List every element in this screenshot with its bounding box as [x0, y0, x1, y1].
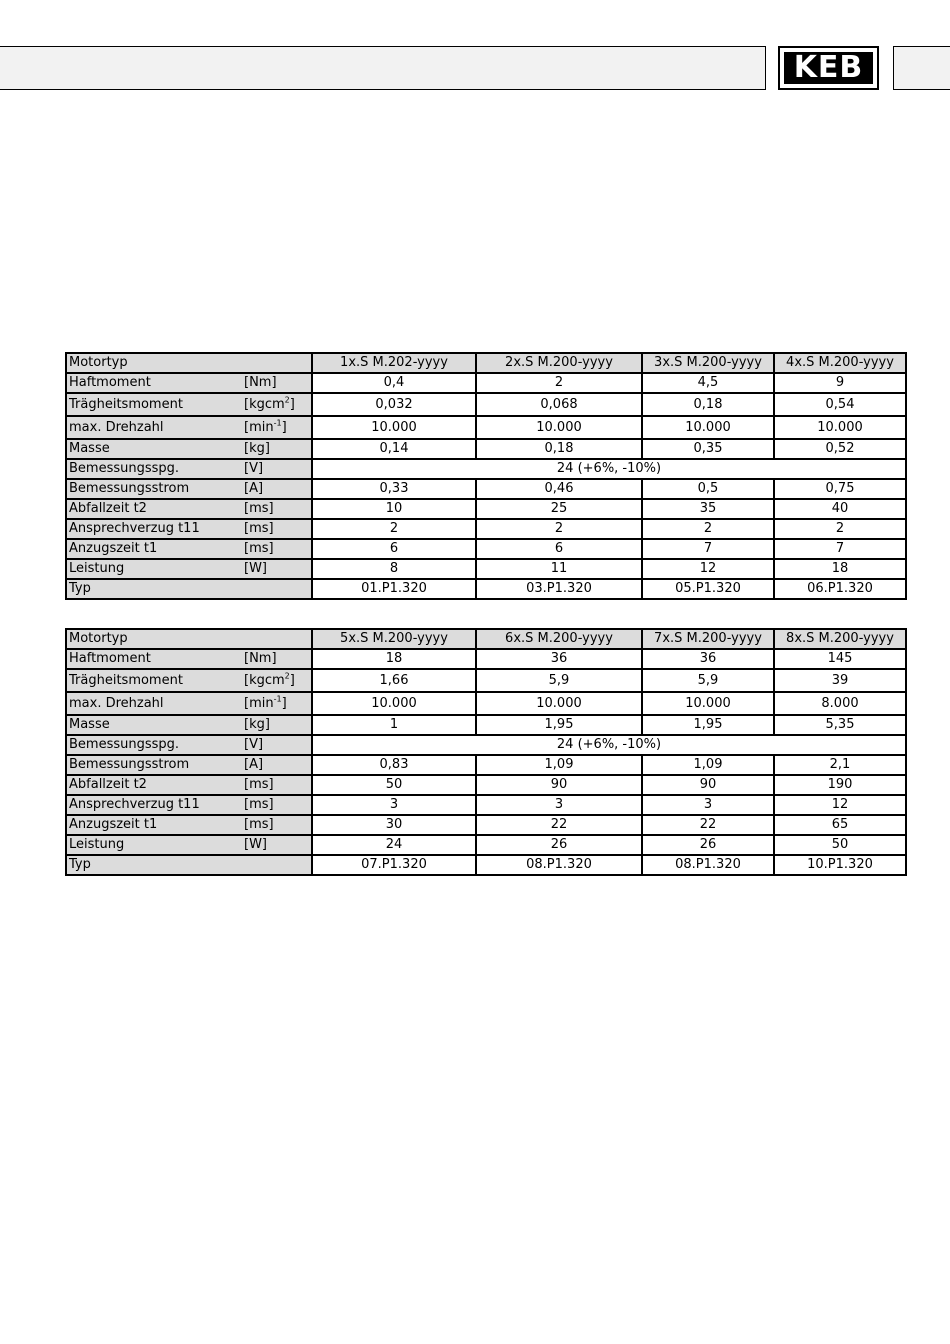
unit-superscript: 2: [284, 671, 290, 681]
table-row: [66, 559, 906, 579]
row-unit: [ms]: [242, 539, 312, 559]
table-cell: 06.P1.320: [774, 579, 906, 599]
row-unit: [242, 629, 312, 649]
row-unit: [242, 692, 312, 715]
column-header: 2x.S M.200-yyyy: [476, 353, 642, 373]
table-cell: 39: [774, 669, 906, 692]
table-cell: 36: [476, 649, 642, 669]
row-unit: [kg]: [242, 715, 312, 735]
unit-text: [min: [244, 696, 274, 711]
table-cell: 7: [642, 539, 774, 559]
column-header: 5x.S M.200-yyyy: [312, 629, 476, 649]
table-cell: 0,5: [642, 479, 774, 499]
unit-superscript: -1: [273, 418, 282, 428]
table-cell: 35: [642, 499, 774, 519]
table-row: [66, 669, 906, 692]
table-cell: 40: [774, 499, 906, 519]
table-row: [66, 416, 906, 439]
table-cell: 4,5: [642, 373, 774, 393]
row-value-span: 24 (+6%, -10%): [312, 735, 906, 755]
unit-superscript: -1: [273, 694, 282, 704]
row-unit: [242, 393, 312, 416]
table-cell: 1,66: [312, 669, 476, 692]
unit-bracket: ]: [289, 397, 295, 412]
table-cell: 22: [642, 815, 774, 835]
row-label: Leistung: [66, 835, 242, 855]
unit-bracket: ]: [281, 696, 287, 711]
row-label: max. Drehzahl: [66, 692, 242, 715]
table-cell: 22: [476, 815, 642, 835]
table-cell: 08.P1.320: [476, 855, 642, 875]
table-cell: 2: [774, 519, 906, 539]
table-cell: 05.P1.320: [642, 579, 774, 599]
table-cell: 7: [774, 539, 906, 559]
table-cell: 10.000: [476, 416, 642, 439]
table-cell: 2,1: [774, 755, 906, 775]
row-label: Typ: [66, 855, 242, 875]
table-cell: 2: [476, 519, 642, 539]
table-cell: 10.P1.320: [774, 855, 906, 875]
table-cell: 190: [774, 775, 906, 795]
row-unit: [ms]: [242, 815, 312, 835]
unit-text: [kgcm: [244, 673, 285, 688]
row-unit: [242, 669, 312, 692]
table-cell: 0,068: [476, 393, 642, 416]
table-cell: 0,4: [312, 373, 476, 393]
row-label: Abfallzeit t2: [66, 499, 242, 519]
table-row: [66, 795, 906, 815]
row-label: Bemessungsspg.: [66, 735, 242, 755]
table-cell: 11: [476, 559, 642, 579]
table-row: [66, 539, 906, 559]
row-label: Motortyp: [66, 629, 242, 649]
motor-spec-table-2: [65, 628, 907, 876]
table-cell: 26: [642, 835, 774, 855]
table-row: [66, 519, 906, 539]
table-row: [66, 499, 906, 519]
row-unit: [Nm]: [242, 373, 312, 393]
keb-logo: [778, 46, 879, 90]
table-cell: 50: [312, 775, 476, 795]
row-unit: [A]: [242, 755, 312, 775]
row-unit: [ms]: [242, 775, 312, 795]
table-cell: 65: [774, 815, 906, 835]
table-row: [66, 692, 906, 715]
unit-bracket: ]: [281, 420, 287, 435]
row-unit: [V]: [242, 459, 312, 479]
row-unit: [ms]: [242, 795, 312, 815]
table-cell: 5,35: [774, 715, 906, 735]
table-cell: 0,18: [642, 393, 774, 416]
table-cell: 10.000: [476, 692, 642, 715]
table-cell: 12: [774, 795, 906, 815]
table-cell: 8: [312, 559, 476, 579]
row-unit: [A]: [242, 479, 312, 499]
row-label: Ansprechverzug t11: [66, 519, 242, 539]
header-page-tab: [893, 46, 950, 90]
table-cell: 5,9: [642, 669, 774, 692]
row-label: Haftmoment: [66, 649, 242, 669]
column-header: 3x.S M.200-yyyy: [642, 353, 774, 373]
row-unit: [242, 353, 312, 373]
table-cell: 24: [312, 835, 476, 855]
row-label: max. Drehzahl: [66, 416, 242, 439]
table-cell: 1,09: [476, 755, 642, 775]
column-header: 4x.S M.200-yyyy: [774, 353, 906, 373]
table-row: [66, 439, 906, 459]
table-cell: 0,032: [312, 393, 476, 416]
table-cell: 0,18: [476, 439, 642, 459]
table-cell: 10.000: [312, 416, 476, 439]
table-cell: 18: [312, 649, 476, 669]
row-unit: [W]: [242, 835, 312, 855]
header-bar: [0, 46, 766, 90]
table-cell: 1,95: [476, 715, 642, 735]
table-cell: 07.P1.320: [312, 855, 476, 875]
table-cell: 0,54: [774, 393, 906, 416]
table-row: [66, 629, 906, 649]
table-cell: 0,14: [312, 439, 476, 459]
column-header: 6x.S M.200-yyyy: [476, 629, 642, 649]
table-cell: 18: [774, 559, 906, 579]
column-header: 7x.S M.200-yyyy: [642, 629, 774, 649]
table-cell: 2: [312, 519, 476, 539]
row-unit: [242, 579, 312, 599]
row-unit: [ms]: [242, 519, 312, 539]
table-cell: 6: [476, 539, 642, 559]
table-cell: 0,35: [642, 439, 774, 459]
row-unit: [kg]: [242, 439, 312, 459]
table-cell: 1,09: [642, 755, 774, 775]
table-cell: 50: [774, 835, 906, 855]
unit-superscript: 2: [284, 395, 290, 405]
logo-text: KEB: [784, 52, 873, 84]
row-label: Bemessungsspg.: [66, 459, 242, 479]
table-cell: 5,9: [476, 669, 642, 692]
row-unit: [242, 416, 312, 439]
table-cell: 01.P1.320: [312, 579, 476, 599]
table-cell: 2: [642, 519, 774, 539]
table-cell: 8.000: [774, 692, 906, 715]
table-row: [66, 373, 906, 393]
table-cell: 90: [642, 775, 774, 795]
row-label: Motortyp: [66, 353, 242, 373]
row-label: Trägheitsmoment: [66, 669, 242, 692]
table-cell: 0,75: [774, 479, 906, 499]
row-label: Haftmoment: [66, 373, 242, 393]
table-cell: 36: [642, 649, 774, 669]
table-cell: 3: [642, 795, 774, 815]
row-label: Masse: [66, 439, 242, 459]
unit-bracket: ]: [289, 673, 295, 688]
row-unit: [242, 855, 312, 875]
table-cell: 6: [312, 539, 476, 559]
row-unit: [ms]: [242, 499, 312, 519]
table-row: [66, 715, 906, 735]
table-cell: 1: [312, 715, 476, 735]
table-cell: 30: [312, 815, 476, 835]
table-cell: 3: [476, 795, 642, 815]
table-row: [66, 579, 906, 599]
row-label: Anzugszeit t1: [66, 539, 242, 559]
table-cell: 145: [774, 649, 906, 669]
table-row: [66, 459, 906, 479]
table-cell: 0,52: [774, 439, 906, 459]
row-unit: [W]: [242, 559, 312, 579]
table-cell: 26: [476, 835, 642, 855]
row-unit: [V]: [242, 735, 312, 755]
unit-text: [min: [244, 420, 274, 435]
table-row: [66, 393, 906, 416]
table-row: [66, 735, 906, 755]
row-label: Masse: [66, 715, 242, 735]
table-cell: 0,83: [312, 755, 476, 775]
row-unit: [Nm]: [242, 649, 312, 669]
column-header: 8x.S M.200-yyyy: [774, 629, 906, 649]
row-label: Anzugszeit t1: [66, 815, 242, 835]
table-cell: 03.P1.320: [476, 579, 642, 599]
row-label: Bemessungsstrom: [66, 479, 242, 499]
table-row: [66, 649, 906, 669]
table-cell: 90: [476, 775, 642, 795]
row-label: Typ: [66, 579, 242, 599]
table-cell: 9: [774, 373, 906, 393]
table-cell: 12: [642, 559, 774, 579]
row-label: Ansprechverzug t11: [66, 795, 242, 815]
table-cell: 10.000: [774, 416, 906, 439]
table-cell: 1,95: [642, 715, 774, 735]
table-row: [66, 775, 906, 795]
column-header: 1x.S M.202-yyyy: [312, 353, 476, 373]
row-label: Abfallzeit t2: [66, 775, 242, 795]
table-cell: 3: [312, 795, 476, 815]
table-cell: 0,33: [312, 479, 476, 499]
row-value-span: 24 (+6%, -10%): [312, 459, 906, 479]
table-cell: 10.000: [312, 692, 476, 715]
table-cell: 2: [476, 373, 642, 393]
table-row: [66, 755, 906, 775]
table-cell: 0,46: [476, 479, 642, 499]
unit-text: [kgcm: [244, 397, 285, 412]
table-row: [66, 815, 906, 835]
table-cell: 08.P1.320: [642, 855, 774, 875]
table-cell: 10.000: [642, 692, 774, 715]
table-cell: 10: [312, 499, 476, 519]
row-label: Trägheitsmoment: [66, 393, 242, 416]
table-row: [66, 353, 906, 373]
table-cell: 10.000: [642, 416, 774, 439]
table-row: [66, 479, 906, 499]
table-cell: 25: [476, 499, 642, 519]
row-label: Bemessungsstrom: [66, 755, 242, 775]
motor-spec-table-1: [65, 352, 907, 600]
table-row: [66, 835, 906, 855]
table-row: [66, 855, 906, 875]
row-label: Leistung: [66, 559, 242, 579]
